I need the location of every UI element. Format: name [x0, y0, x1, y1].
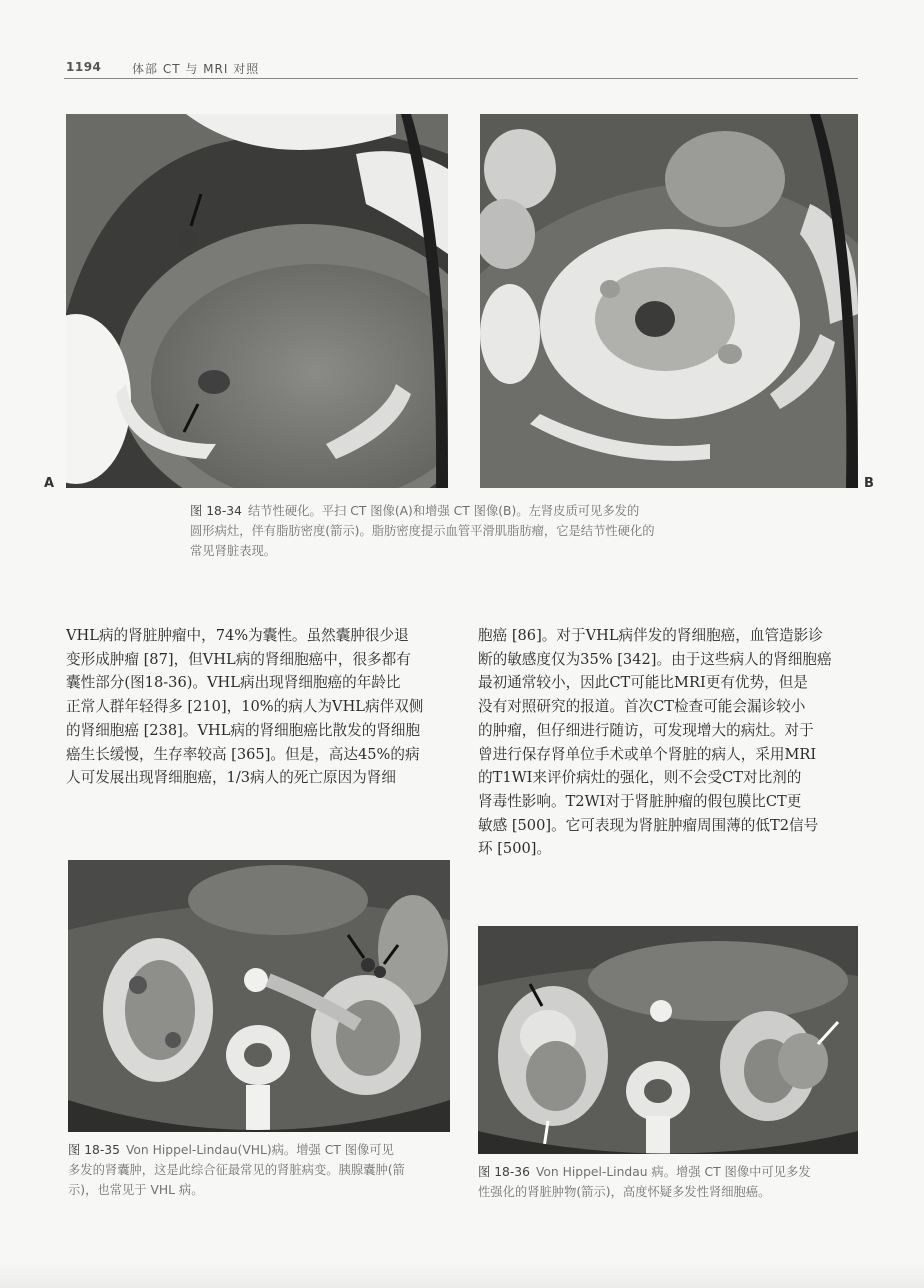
- ct-scan-graphic: [66, 114, 448, 488]
- body-text-left: [66, 624, 450, 790]
- figure-number: 图 18-34: [190, 504, 242, 518]
- text-line: 环 [500]。: [478, 840, 552, 858]
- text-line: 囊性部分(图18-36)。VHL病出现肾细胞癌的年龄比: [66, 674, 401, 692]
- ct-scan-graphic: [478, 926, 858, 1154]
- text-line: 没有对照研究的报道。首次CT检查可能会漏诊较小: [478, 698, 806, 716]
- text-line: 人可发展出现肾细胞癌，1/3病人的死亡原因为肾细: [66, 769, 396, 787]
- ct-scan-graphic: [480, 114, 858, 488]
- text-line: 变形成肿瘤 [87]，但VHL病的肾细胞癌中，很多都有: [66, 650, 411, 668]
- caption-text: 性强化的肾脏肿物(箭示)，高度怀疑多发性肾细胞癌。: [478, 1185, 771, 1199]
- ct-image-18-34a: [66, 114, 448, 488]
- text-line: 癌生长缓慢，生存率较高 [365]。但是，高达45%的病: [66, 745, 420, 763]
- figure-caption-18-36: [478, 1162, 864, 1202]
- ct-scan-graphic: [68, 860, 450, 1132]
- ct-image-18-36: [478, 926, 858, 1154]
- panel-label-b: B: [864, 476, 874, 491]
- text-line: 断的敏感度仅为35% [342]。由于这些病人的肾细胞癌: [478, 650, 832, 668]
- page-bottom-edge: [0, 1262, 924, 1288]
- text-line: VHL病的肾脏肿瘤中，74%为囊性。虽然囊肿很少退: [66, 627, 409, 644]
- text-line: 的肿瘤，但仔细进行随访，可发现增大的病灶。对于: [478, 721, 814, 739]
- text-line: 正常人群年轻得多 [210]，10%的病人为VHL病伴双侧: [66, 698, 424, 716]
- figure-number: 图 18-36: [478, 1165, 530, 1179]
- text-line: 敏感 [500]。它可表现为肾脏肿瘤周围薄的低T2信号: [478, 816, 819, 834]
- caption-text: 多发的肾囊肿，这是此综合征最常见的肾脏病变。胰腺囊肿(箭: [68, 1163, 405, 1177]
- text-line: 的T1WI来评价病灶的强化，则不会受CT对比剂的: [478, 769, 802, 787]
- caption-text: Von Hippel-Lindau(VHL)病。增强 CT 图像可见: [125, 1143, 394, 1157]
- caption-text: 常见肾脏表现。: [190, 544, 277, 558]
- caption-text: 结节性硬化。平扫 CT 图像(A)和增强 CT 图像(B)。左肾皮质可见多发的: [247, 504, 640, 518]
- caption-text: 圆形病灶，伴有脂肪密度(箭示)。脂肪密度提示血管平滑肌脂肪瘤，它是结节性硬化的: [190, 524, 655, 538]
- caption-text: 示)，也常见于 VHL 病。: [68, 1183, 204, 1197]
- text-line: 曾进行保存肾单位手术或单个肾脏的病人，采用MRI: [478, 745, 817, 763]
- text-line: 胞癌 [86]。对于VHL病伴发的肾细胞癌，血管造影诊: [478, 627, 823, 644]
- caption-text: Von Hippel-Lindau 病。增强 CT 图像中可见多发: [535, 1165, 811, 1179]
- ct-image-18-34b: [480, 114, 858, 488]
- page-number: 1194: [66, 60, 102, 74]
- body-text-right: [478, 624, 862, 861]
- figure-number: 图 18-35: [68, 1143, 120, 1157]
- text-line: 肾毒性影响。T2WI对于肾脏肿瘤的假包膜比CT更: [478, 792, 802, 810]
- text-line: 的肾细胞癌 [238]。VHL病的肾细胞癌比散发的肾细胞: [66, 721, 421, 739]
- page-header: [64, 56, 858, 79]
- ct-image-18-35: [68, 860, 450, 1132]
- panel-label-a: A: [44, 476, 55, 491]
- text-line: 最初通常较小，因此CT可能比MRI更有优势，但是: [478, 674, 808, 692]
- figure-caption-18-35: [68, 1140, 454, 1200]
- figure-caption-18-34: [190, 501, 750, 561]
- running-title: 体部 CT 与 MRI 对照: [132, 62, 260, 76]
